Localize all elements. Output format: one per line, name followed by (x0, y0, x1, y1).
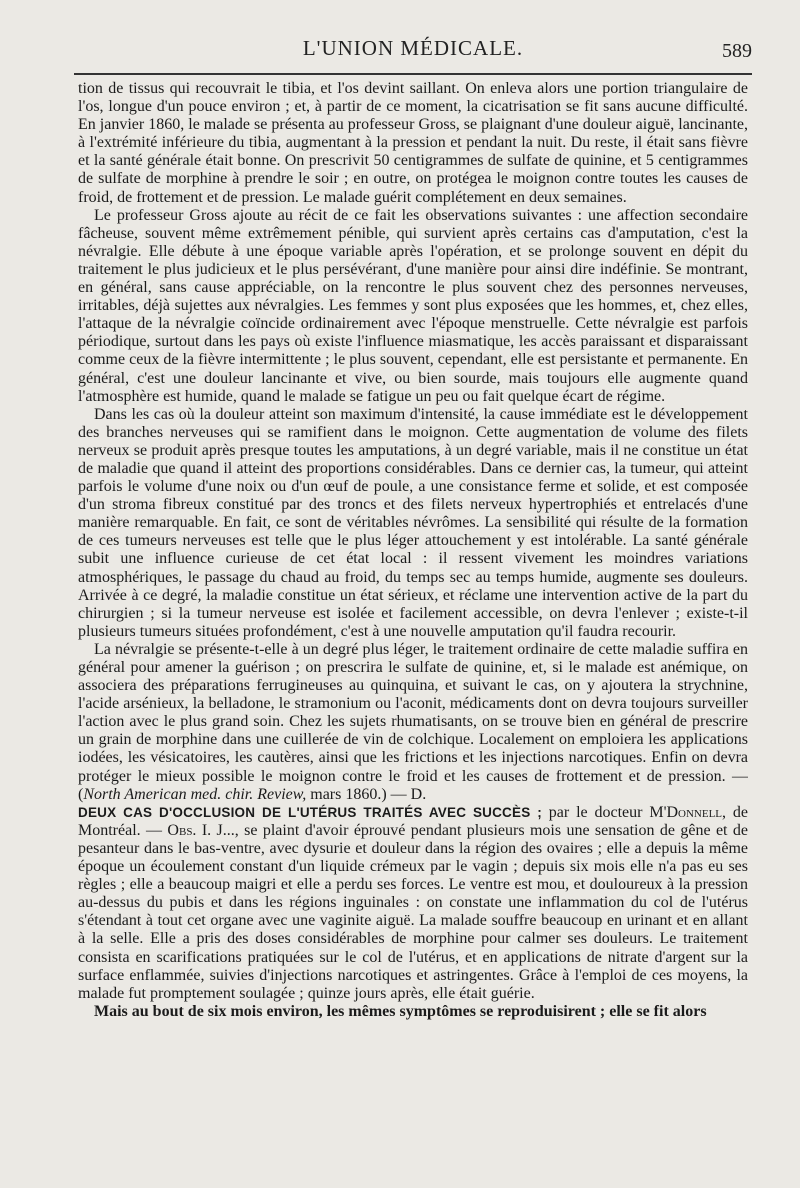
last-line: Mais au bout de six mois environ, les mêmes symptômes se reproduisirent ; elle se fit alors (94, 1002, 707, 1020)
running-head (74, 36, 752, 76)
observation-label: Obs. I. J... (167, 821, 235, 839)
journal-title: L'UNION MÉDICALE. (302, 36, 524, 60)
article-body (78, 80, 748, 1180)
citation-date: mars 1860.) — D. (306, 785, 427, 803)
source-citation: North American med. chir. Review, (83, 785, 307, 803)
paragraph-3: Dans les cas où la douleur atteint son maximum d'intensité, la cause immédiate est le développement des branches nerveuses qui se ramifient dans le moignon. Cette augmentation de volume des filets nerveux se produit après presque toutes les amputations, à un degré variable, mais il ne constitue un état de maladie que quand il atteint des proportions considérables. Dans ce dernier cas, la tumeur, qui atteint parfois le volume d'une noix ou d'un œuf de poule, a une consistance ferme et solide, et est composée d'un stroma fibreux constitué par des troncs et des filets nerveux hypertrophiés et entrelacés d'une manière remarquable. En fait, ce sont de véritables névrômes. La sensibilité qui résulte de la formation de ces tumeurs nerveuses est telle que le plus léger attouchement y est intolérable. La santé générale subit une influence curieuse de cet état local : il ressent vivement les moindres variations atmosphériques, le passage du chaud au froid, du temps sec au temps humide, augmente ses douleurs. Arrivée à ce degré, la maladie constitue un état sérieux, et réclame une intervention active de la part du chirurgien ; si la tumeur nerveuse est isolée et facilement accessible, on devra l'enlever ; existe-t-il plusieurs tumeurs situées profondément, c'est à une nouvelle amputation qu'il faudra recourir. (78, 405, 748, 640)
paragraph-4 (78, 641, 748, 804)
page-number: 589 (722, 40, 752, 62)
paragraph-2: Le professeur Gross ajoute au récit de ce fait les observations suivantes : une affection secondaire fâcheuse, souvent même extrêmement pénible, qui survient après certains cas d'amputation, c'est la névralgie. Elle débute à une époque variable après l'opération, et se prolonge souvent en dépit du traitement le plus judicieux et le plus persévérant, d'une manière pour ainsi dire indéfinie. Se montrant, en général, sans cause appréciable, on la rencontre le plus souvent chez des personnes nerveuses, irritables, déjà sujettes aux névralgies. Les femmes y sont plus exposées que les hommes, et, chez elles, l'attaque de la névralgie coïncide ordinairement avec l'époque menstruelle. Cette névralgie est parfois périodique, surtout dans les pays où existe l'influence miasmatique, les accès paraissant et disparaissant comme ceux de la fièvre intermittente ; le plus souvent, cependant, elle est persistante et permanente. En général, c'est une douleur lancinante et vive, ou bien sourde, mais toujours elle augmente quand l'atmosphère est humide, quand le malade se fatigue un peu ou fait quelque écart de régime. (78, 206, 748, 405)
byline-prefix: par le docteur (541, 803, 650, 821)
author-name: M'Donnell (649, 803, 723, 821)
section-paragraph (78, 804, 748, 1003)
header-rule (74, 73, 752, 75)
observation-text: , se plaint d'avoir éprouvé pendant plusieurs mois une sensation de gêne et de pesanteur dans le bas-ventre, avec dysurie et douleur dans la région des ovaires ; elle a depuis la même époque un écoulement constant d'un liquide crémeux par le vagin ; depuis six mois elle n'a pas eu ses règles ; elle a beaucoup maigri et elle a perdu ses forces. Le ventre est mou, et douloureux à la pression au-dessus du pubis et dans les régions inguinales : on constate une inflammation du col de l'utérus s'étendant à tout cet organe avec une vaginite aiguë. La malade souffre beaucoup en urinant et en allant à la selle. Elle a pris des doses considérables de morphine pour calmer ses douleurs. Le traitement consista en scarifications pratiquées sur le col de l'utérus, et en applications de nitrate d'argent sur la surface enflammée, suivies d'injections narcotiques et astringentes. Grâce à l'emploi de ces moyens, la malade fut promptement soulagée ; quinze jours après, elle était guérie. (78, 821, 748, 1002)
section-title: DEUX CAS D'OCCLUSION DE L'UTÉRUS TRAITÉS AVEC SUCCÈS ; (78, 804, 542, 820)
paragraph-1: tion de tissus qui recouvrait le tibia, et l'os devint saillant. On enleva alors une portion triangulaire de l'os, longue d'un pouce environ ; et, à partir de ce moment, la cicatrisation se fit sans aucune difficulté. En janvier 1860, le malade se présenta au professeur Gross, se plaignant d'une douleur aiguë, lancinante, à l'extrémité inférieure du tibia, augmentant à la pression et pendant la nuit. Du reste, il était sans fièvre et la santé générale était bonne. On prescrivit 50 centigrammes de sulfate de quinine, et 5 centigrammes de sulfate de morphine à prendre le soir ; en outre, on protégea le moignon contre toutes les causes de froid, de frottement et de pression. Le malade guérit complétement en deux semaines. (78, 80, 748, 206)
paragraph-4-text: La névralgie se présente-t-elle à un degré plus léger, le traitement ordinaire de cette maladie suffira en général pour amener la guérison ; on prescrira le sulfate de quinine, et, si le malade est anémique, on associera des préparations ferrugineuses au quinquina, et suivant le cas, on y ajoutera la strychnine, l'acide arsénieux, la belladone, le stramonium ou l'aconit, médicaments dont on devra toujours surveiller l'action avec le plus grand soin. Chez les sujets rhumatisants, on se trouve bien en général de prescrire un grain de morphine dans une cuillerée de vin de colchique. Localement on emploiera les applications iodées, les vésicatoires, les cautères, ainsi que les frictions et les injections narcotiques. Enfin on devra protéger le mieux possible le moignon contre le froid et les causes de frottement et de pression. — ( (78, 640, 748, 803)
byline-suffix: , de Montréal. — (78, 803, 748, 839)
